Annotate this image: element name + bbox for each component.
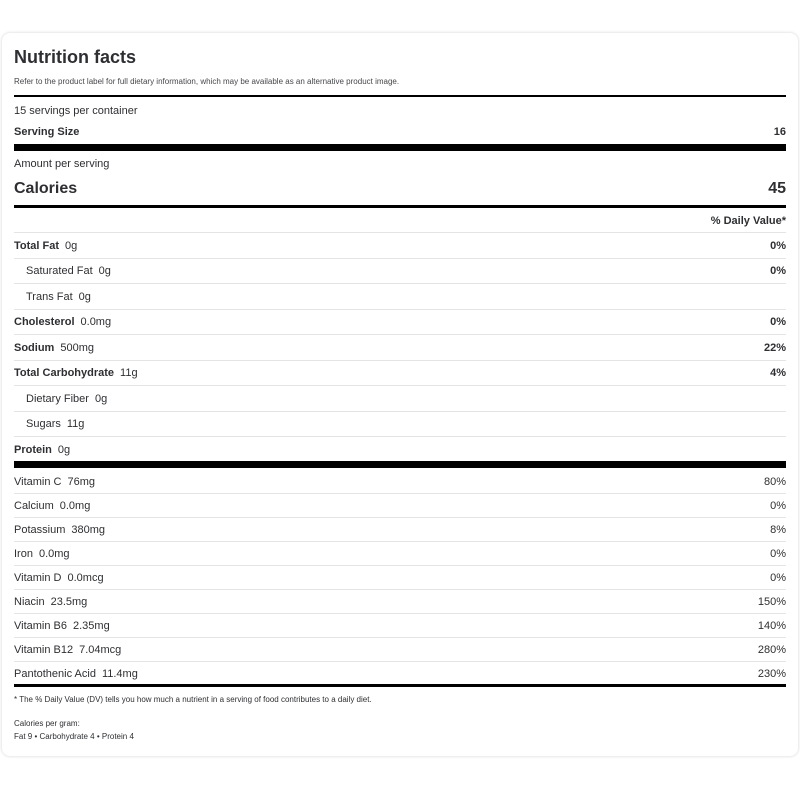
amount-per-serving: Amount per serving	[14, 158, 110, 170]
vitamin-amount: 380mg	[71, 524, 105, 536]
vitamin-daily-value: 0%	[770, 548, 786, 560]
amount-per-serving-row	[14, 156, 786, 172]
vitamin-label-group	[14, 476, 95, 488]
nutrition-facts-card	[2, 33, 798, 756]
nutrient-label-group	[14, 265, 111, 277]
nutrient-amount: 0.0mg	[80, 316, 112, 328]
nutrient-label-group	[14, 393, 107, 405]
nutrient-row	[14, 386, 786, 411]
nutrient-label-group	[14, 367, 138, 379]
nutrition-title: Nutrition facts	[14, 47, 137, 67]
nutrient-name: Sodium	[14, 341, 55, 354]
vitamin-name: Pantothenic Acid	[14, 668, 96, 680]
nutrient-name: Saturated Fat	[26, 265, 93, 277]
vitamin-row	[14, 518, 786, 542]
vitamin-label-group	[14, 644, 121, 656]
vitamin-row	[14, 470, 786, 494]
serving-size-value: 16	[773, 126, 786, 138]
nutrient-row	[14, 233, 786, 258]
calories-per-gram-label: Calories per gram:	[14, 718, 80, 728]
vitamin-name: Vitamin C	[14, 476, 62, 488]
vitamin-label-group	[14, 596, 87, 608]
nutrient-label-group	[14, 418, 84, 430]
nutrient-label-group	[14, 316, 111, 328]
servings-per-container: 15 servings per container	[14, 105, 138, 117]
nutrient-row	[14, 335, 786, 360]
vitamin-daily-value: 150%	[757, 596, 786, 608]
vitamin-daily-value: 0%	[770, 500, 786, 512]
vitamin-name: Calcium	[14, 500, 54, 512]
vitamin-amount: 0.0mg	[59, 500, 91, 512]
vitamin-amount: 2.35mg	[73, 620, 110, 632]
nutrient-amount: 500mg	[60, 341, 94, 354]
vitamin-amount: 0.0mcg	[67, 572, 104, 584]
nutrient-name: Total Carbohydrate	[14, 367, 115, 379]
calories-value: 45	[768, 180, 786, 197]
vitamin-daily-value: 80%	[763, 476, 786, 488]
calories-per-gram-values-row	[14, 730, 786, 742]
nutrient-amount: 11g	[66, 418, 85, 430]
vitamin-row	[14, 638, 786, 662]
vitamin-name: Iron	[14, 548, 33, 560]
vitamin-amount: 76mg	[67, 476, 96, 488]
calories-label: Calories	[14, 180, 78, 197]
vitamin-daily-value: 8%	[770, 524, 786, 536]
vitamins-divider	[14, 461, 786, 468]
nutrient-name: Protein	[14, 443, 52, 456]
nutrient-name: Sugars	[26, 418, 61, 430]
nutrient-row	[14, 412, 786, 437]
nutrient-row	[14, 437, 786, 462]
nutrient-name: Cholesterol	[14, 316, 75, 328]
dv-header-row	[14, 213, 786, 229]
vitamin-row	[14, 590, 786, 614]
nutrient-row	[14, 259, 786, 284]
nutrient-label-group	[14, 240, 77, 252]
vitamin-label-group	[14, 572, 104, 584]
nutrient-daily-value: 0%	[770, 265, 786, 277]
vitamin-amount: 7.04mcg	[79, 644, 122, 656]
vitamin-row	[14, 494, 786, 518]
vitamin-name: Niacin	[14, 596, 45, 608]
vitamin-row	[14, 614, 786, 638]
serving-size-row	[14, 124, 786, 140]
nutrient-amount: 0g	[94, 392, 108, 405]
calories-per-gram-row	[14, 717, 786, 729]
vitamin-label-group	[14, 668, 138, 680]
vitamin-label-group	[14, 548, 70, 560]
thick-divider	[14, 144, 786, 151]
vitamin-daily-value: 230%	[757, 668, 786, 680]
nutrient-daily-value: 0%	[770, 239, 786, 252]
nutrient-amount: 0g	[65, 239, 78, 252]
vitamin-row	[14, 662, 786, 686]
nutrient-daily-value: 4%	[770, 367, 786, 379]
vitamin-daily-value: 0%	[770, 572, 786, 584]
daily-value-header: % Daily Value*	[710, 215, 786, 227]
nutrient-label-group	[14, 291, 91, 303]
nutrient-row	[14, 361, 786, 386]
daily-value-footnote: * The % Daily Value (DV) tells you how much a nutrient in a serving of food contributes to a daily diet.	[14, 694, 372, 704]
vitamin-name: Vitamin B6	[14, 620, 67, 632]
nutrient-daily-value: 22%	[763, 341, 786, 354]
footnote-divider	[14, 684, 786, 687]
nutrient-label-group	[14, 444, 70, 456]
nutrient-amount: 11g	[120, 367, 138, 379]
nutrient-label-group	[14, 342, 94, 354]
nutrient-name: Dietary Fiber	[26, 392, 89, 405]
vitamin-amount: 11.4mg	[101, 668, 138, 680]
nutrient-daily-value: 0%	[770, 316, 786, 328]
nutrition-subtitle: Refer to the product label for full dietary information, which may be available as an alternative product image.	[14, 77, 400, 86]
calories-row	[14, 178, 786, 200]
vitamin-amount: 23.5mg	[50, 596, 88, 608]
vitamin-name: Potassium	[14, 524, 66, 536]
nutrient-row	[14, 284, 786, 309]
nutrient-amount: 0g	[57, 443, 71, 456]
vitamin-row	[14, 566, 786, 590]
vitamin-amount: 0.0mg	[38, 548, 70, 560]
vitamin-label-group	[14, 620, 110, 632]
nutrient-name: Total Fat	[14, 239, 60, 252]
nutrient-amount: 0g	[98, 265, 111, 277]
vitamin-daily-value: 140%	[757, 620, 786, 632]
footnote-row	[14, 693, 786, 705]
vitamin-daily-value: 280%	[757, 644, 786, 656]
vitamin-label-group	[14, 524, 105, 536]
vitamin-label-group	[14, 500, 90, 512]
vitamin-name: Vitamin D	[14, 572, 62, 584]
nutrient-row	[14, 310, 786, 335]
serving-size-label: Serving Size	[14, 126, 80, 138]
nutrient-amount: 0g	[78, 290, 91, 303]
top-divider	[14, 95, 786, 97]
vitamin-row	[14, 542, 786, 566]
calories-divider	[14, 205, 786, 208]
calories-per-gram-values: Fat 9 • Carbohydrate 4 • Protein 4	[14, 731, 134, 741]
vitamin-name: Vitamin B12	[14, 644, 74, 656]
nutrient-name: Trans Fat	[26, 290, 73, 303]
servings-row	[14, 103, 786, 119]
